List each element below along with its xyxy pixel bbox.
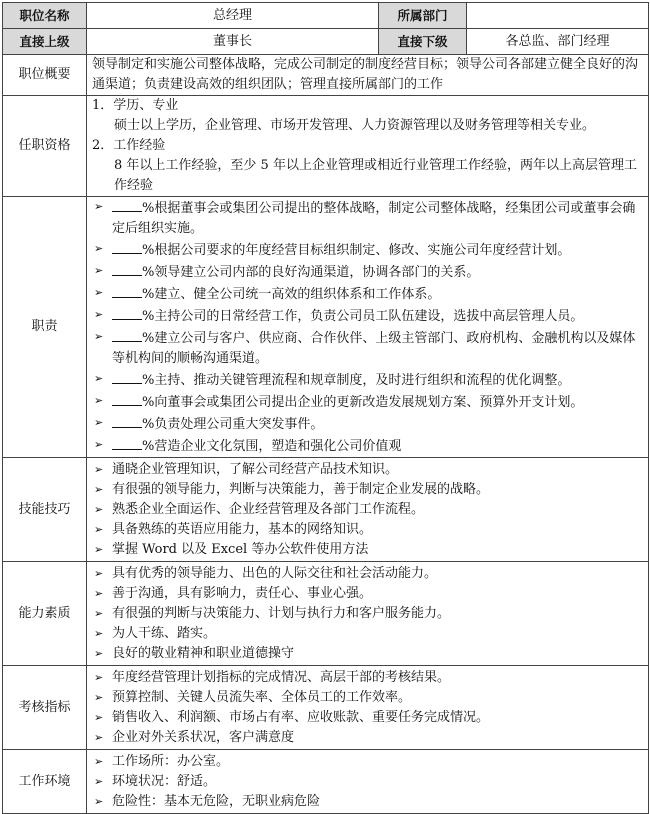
- fill-blank: [112, 283, 142, 298]
- abilities-row: [3, 562, 649, 666]
- direct-subordinate-value: 各总监、部门经理: [467, 29, 649, 55]
- list-item: [92, 239, 643, 261]
- arrow-bullet-icon: ➢: [94, 200, 104, 213]
- list-item: [92, 792, 643, 812]
- direct-superior-value: 董事长: [87, 29, 379, 55]
- arrow-bullet-icon: ➢: [94, 416, 104, 429]
- fill-blank: [112, 435, 142, 450]
- fill-blank: [112, 391, 142, 406]
- list-item: [92, 624, 643, 644]
- fill-blank: [112, 413, 142, 428]
- arrow-bullet-icon: ➢: [94, 774, 104, 788]
- department-label: 所属部门: [379, 3, 467, 29]
- arrow-bullet-icon: ➢: [94, 372, 104, 385]
- abilities-label: 能力素质: [3, 562, 87, 666]
- kpi-list: [92, 668, 643, 748]
- ability-text: 为人干练、踏实。: [112, 625, 217, 641]
- header-row-1: [3, 3, 649, 29]
- ability-text: 具有优秀的领导能力、出色的人际交往和社会活动能力。: [112, 565, 438, 581]
- arrow-bullet-icon: ➢: [94, 330, 104, 343]
- kpi-label: 考核指标: [3, 666, 87, 750]
- list-item: [92, 261, 643, 283]
- duty-text: %根据董事会或集团公司提出的整体战略，制定公司整体战略，经集团公司或董事会确定后组织实施。: [112, 201, 636, 236]
- header-row-2: [3, 29, 649, 55]
- arrow-bullet-icon: ➢: [94, 542, 104, 556]
- environment-text: 环境状况：舒适。: [112, 773, 217, 789]
- arrow-bullet-icon: ➢: [94, 566, 104, 580]
- arrow-bullet-icon: ➢: [94, 502, 104, 516]
- list-item: [92, 688, 643, 708]
- duty-text: %领导建立公司内部的良好沟通渠道，协调各部门的关系。: [142, 265, 480, 280]
- skill-text: 有很强的领导能力，判断与决策能力，善于制定企业发展的战略。: [112, 481, 490, 497]
- ability-text: 有很强的判断与决策能力、计划与执行力和客户服务能力。: [112, 605, 451, 621]
- kpi-content: [87, 666, 649, 750]
- skills-content: [87, 458, 649, 562]
- list-item: [92, 752, 643, 772]
- qualification-experience-heading: 2．工作经验: [92, 138, 166, 153]
- kpi-text: 年度经营管理计划指标的完成情况、高层干部的考核结果。: [112, 669, 451, 685]
- list-item: [92, 728, 643, 748]
- fill-blank: [112, 239, 142, 254]
- arrow-bullet-icon: ➢: [94, 286, 104, 299]
- arrow-bullet-icon: ➢: [94, 670, 104, 684]
- list-item: [92, 500, 643, 520]
- qualifications-label: 任职资格: [3, 96, 87, 197]
- arrow-bullet-icon: ➢: [94, 586, 104, 600]
- environment-row: [3, 750, 649, 814]
- skills-label: 技能技巧: [3, 458, 87, 562]
- arrow-bullet-icon: ➢: [94, 482, 104, 496]
- skill-text: 具备熟练的英语应用能力，基本的网络知识。: [112, 521, 373, 537]
- environment-text: 工作场所：办公室。: [112, 753, 230, 769]
- duty-text: %主持公司的日常经营工作，负责公司员工队伍建设，选拔中高层管理人员。: [142, 309, 584, 324]
- qualifications-row: [3, 96, 649, 197]
- arrow-bullet-icon: ➢: [94, 394, 104, 407]
- list-item: [92, 668, 643, 688]
- kpi-text: 预算控制、关键人员流失率、全体员工的工作效率。: [112, 689, 412, 705]
- fill-blank: [112, 327, 142, 342]
- duty-text: %建立公司与客户、供应商、合作伙伴、上级主管部门、政府机构、金融机构以及媒体等机构间的顺畅沟通渠道。: [112, 331, 636, 366]
- direct-superior-label: 直接上级: [3, 29, 87, 55]
- overview-label: 职位概要: [3, 55, 87, 96]
- duties-label: 职责: [3, 197, 87, 458]
- position-name-label: 职位名称: [3, 3, 87, 29]
- ability-text: 良好的敬业精神和职业道德操守: [112, 645, 295, 661]
- overview-row: [3, 55, 649, 96]
- skill-text: 熟悉企业全面运作、企业经营管理及各部门工作流程。: [112, 501, 425, 517]
- abilities-list: [92, 564, 643, 664]
- duty-text: %主持、推动关键管理流程和规章制度，及时进行组织和流程的优化调整。: [142, 373, 571, 388]
- list-item: [92, 772, 643, 792]
- qualification-education-text: 硕士以上学历，企业管理、市场开发管理、人力资源管理以及财务管理等相关专业。: [114, 118, 596, 133]
- arrow-bullet-icon: ➢: [94, 606, 104, 620]
- list-item: [92, 435, 643, 457]
- position-name-value: 总经理: [87, 3, 379, 29]
- kpi-text: 销售收入、利润额、市场占有率、应收账款、重要任务完成情况。: [112, 709, 490, 725]
- skills-list: [92, 460, 643, 560]
- environment-label: 工作环境: [3, 750, 87, 814]
- skills-row: [3, 458, 649, 562]
- kpi-text: 企业对外关系状况，客户满意度: [112, 729, 295, 745]
- skill-text: 掌握 Word 以及 Excel 等办公软件使用方法: [112, 541, 369, 557]
- duties-row: [3, 197, 649, 458]
- arrow-bullet-icon: ➢: [94, 308, 104, 321]
- duties-content: [87, 197, 649, 458]
- arrow-bullet-icon: ➢: [94, 626, 104, 640]
- duty-text: %建立、健全公司统一高效的组织体系和工作体系。: [142, 287, 441, 302]
- arrow-bullet-icon: ➢: [94, 690, 104, 704]
- kpi-row: [3, 666, 649, 750]
- fill-blank: [112, 197, 142, 212]
- list-item: [92, 604, 643, 624]
- job-description-table: [2, 2, 649, 814]
- list-item: [92, 369, 643, 391]
- list-item: [92, 305, 643, 327]
- fill-blank: [112, 261, 142, 276]
- duty-text: %营造企业文化氛围，塑造和强化公司价值观: [142, 439, 402, 454]
- list-item: [92, 480, 643, 500]
- direct-subordinate-label: 直接下级: [379, 29, 467, 55]
- arrow-bullet-icon: ➢: [94, 710, 104, 724]
- list-item: [92, 327, 643, 369]
- list-item: [92, 584, 643, 604]
- list-item: [92, 460, 643, 480]
- arrow-bullet-icon: ➢: [94, 264, 104, 277]
- arrow-bullet-icon: ➢: [94, 754, 104, 768]
- arrow-bullet-icon: ➢: [94, 730, 104, 744]
- overview-text: 领导制定和实施公司整体战略，完成公司制定的制度经营目标；领导公司各部建立健全良好的沟通渠道；负责建设高效的组织团队；管理直接所属部门的工作: [87, 55, 649, 96]
- fill-blank: [112, 369, 142, 384]
- qualifications-content: [87, 96, 649, 197]
- duties-list: [92, 197, 643, 457]
- arrow-bullet-icon: ➢: [94, 522, 104, 536]
- list-item: [92, 283, 643, 305]
- arrow-bullet-icon: ➢: [94, 242, 104, 255]
- arrow-bullet-icon: ➢: [94, 462, 104, 476]
- environment-content: [87, 750, 649, 814]
- arrow-bullet-icon: ➢: [94, 646, 104, 660]
- abilities-content: [87, 562, 649, 666]
- duty-text: %根据公司要求的年度经营目标组织制定、修改、实施公司年度经营计划。: [142, 243, 571, 258]
- arrow-bullet-icon: ➢: [94, 794, 104, 808]
- list-item: [92, 197, 643, 239]
- qualification-experience-text: 8 年以上工作经验，至少 5 年以上企业管理或相近行业管理工作经验，两年以上高层管理工作经验: [114, 158, 637, 193]
- environment-list: [92, 752, 643, 812]
- arrow-bullet-icon: ➢: [94, 438, 104, 451]
- duty-text: %负责处理公司重大突发事件。: [142, 417, 324, 432]
- list-item: [92, 413, 643, 435]
- list-item: [92, 644, 643, 664]
- list-item: [92, 708, 643, 728]
- list-item: [92, 391, 643, 413]
- department-value: [467, 3, 649, 29]
- skill-text: 通晓企业管理知识，了解公司经营产品技术知识。: [112, 461, 399, 477]
- list-item: [92, 520, 643, 540]
- environment-text: 危险性：基本无危险，无职业病危险: [112, 793, 321, 809]
- qualification-education-heading: 1．学历、专业: [92, 98, 179, 113]
- list-item: [92, 540, 643, 560]
- duty-text: %向董事会或集团公司提出企业的更新改造发展规划方案、预算外开支计划。: [142, 395, 584, 410]
- list-item: [92, 564, 643, 584]
- ability-text: 善于沟通，具有影响力，责任心、事业心强。: [112, 585, 373, 601]
- fill-blank: [112, 305, 142, 320]
